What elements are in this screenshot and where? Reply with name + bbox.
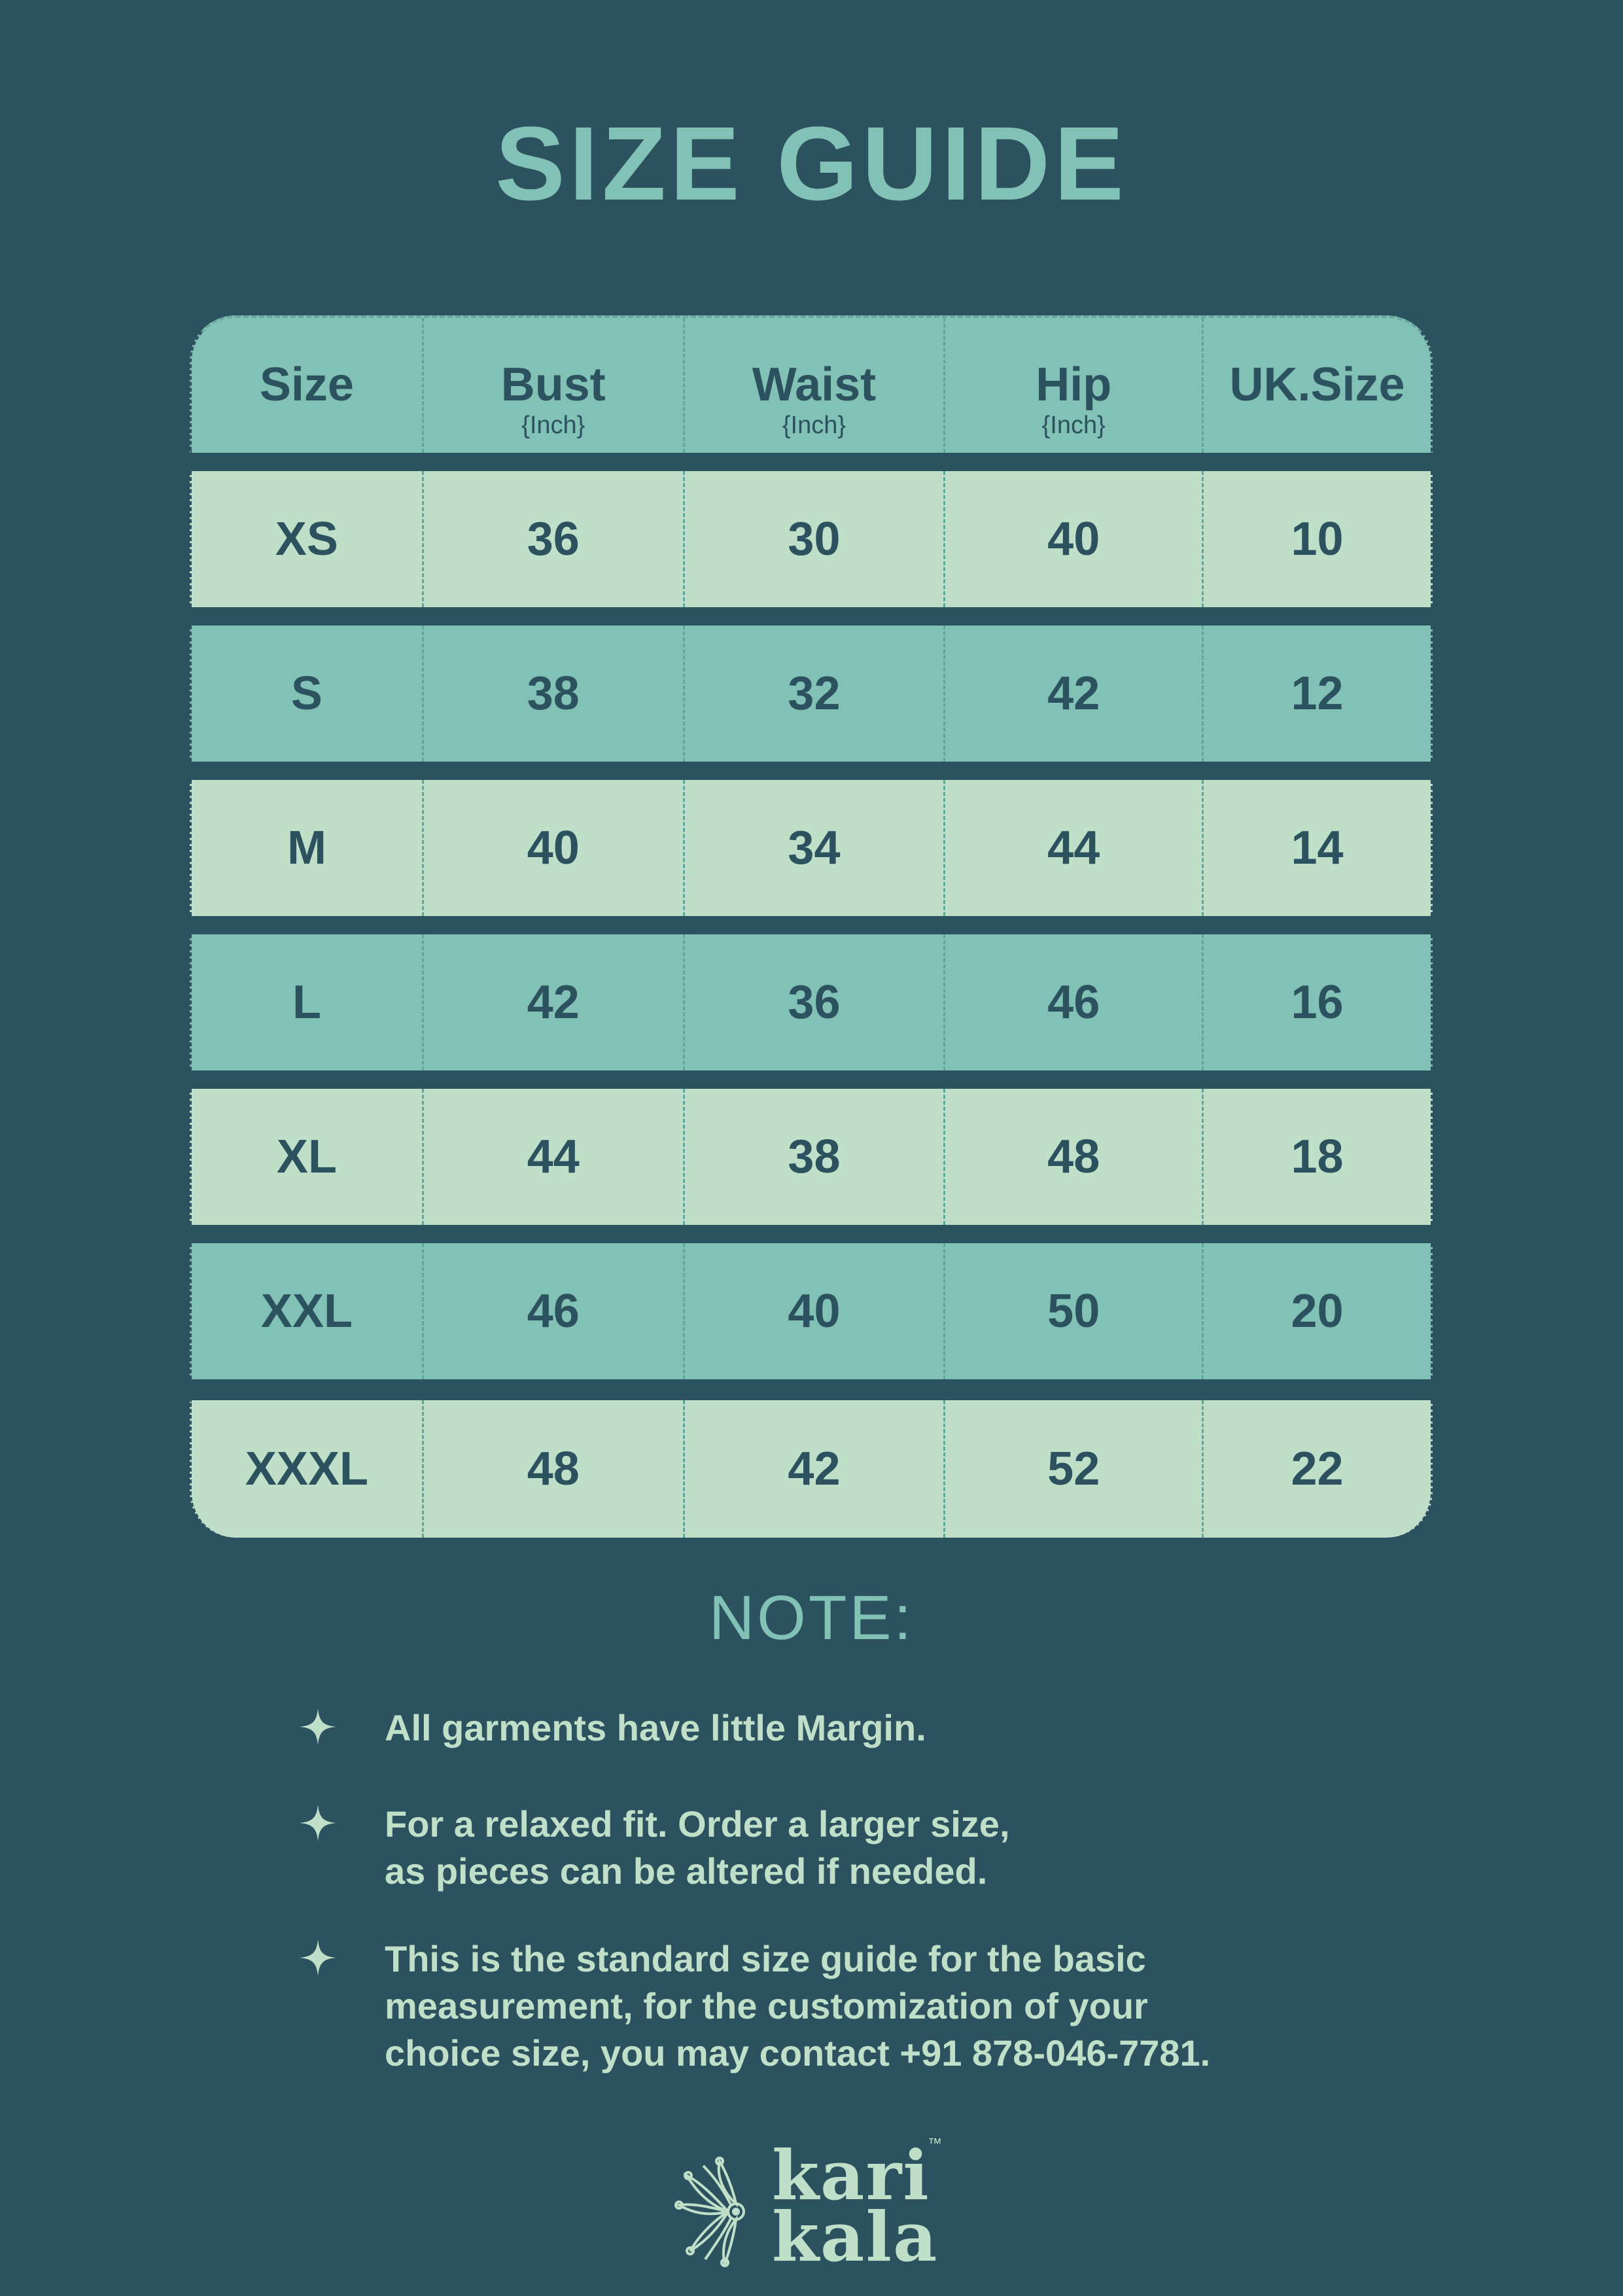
bust-cell: 38	[424, 626, 685, 762]
waist-cell: 42	[685, 1400, 946, 1538]
bust-cell: 36	[424, 471, 685, 607]
header-cell-hip	[945, 318, 1204, 453]
size-cell: XS	[192, 471, 424, 607]
note-text: This is the standard size guide for the basic measurement, for the customization of your choice size, you may contact +91 878-046-7781.	[385, 1938, 1211, 2074]
uk-size-cell: 20	[1291, 1285, 1344, 1337]
size-cell: XXL	[192, 1243, 424, 1379]
header-unit: {Inch}	[1041, 412, 1106, 439]
size-cell: S	[192, 626, 424, 762]
header-label: UK.Size	[1229, 359, 1405, 411]
table-row	[190, 626, 1433, 762]
table-row	[190, 1400, 1433, 1538]
table-row	[190, 471, 1433, 607]
table-row	[190, 934, 1433, 1070]
flower-icon	[674, 2156, 772, 2267]
header-cell-uk-size	[1204, 318, 1431, 453]
header-cell-bust	[424, 318, 685, 453]
waist-cell: 30	[685, 471, 946, 607]
table-row	[190, 780, 1433, 916]
size-cell: L	[192, 934, 424, 1070]
bust-cell: 48	[424, 1400, 685, 1538]
note-text: For a relaxed fit. Order a larger size, as pieces can be altered if needed.	[385, 1803, 1010, 1892]
waist-cell: 40	[685, 1243, 946, 1379]
uk-size-cell: 22	[1291, 1443, 1344, 1495]
waist-cell: 36	[685, 934, 946, 1070]
bust-cell: 44	[424, 1089, 685, 1225]
hip-cell: 44	[945, 780, 1204, 916]
logo-text-line1: kari	[772, 2135, 930, 2216]
uk-size-cell: 16	[1291, 976, 1344, 1029]
trademark-symbol: ™	[928, 2135, 942, 2151]
table-row	[190, 1089, 1433, 1225]
waist-cell: 32	[685, 626, 946, 762]
bust-cell: 40	[424, 780, 685, 916]
hip-cell: 52	[945, 1400, 1204, 1538]
hip-cell: 46	[945, 934, 1204, 1070]
note-text: All garments have little Margin.	[385, 1707, 926, 1748]
page-title: SIZE GUIDE	[495, 105, 1128, 222]
hip-cell: 42	[945, 626, 1204, 762]
uk-size-cell: 10	[1291, 513, 1344, 565]
size-cell: XXXL	[192, 1400, 424, 1538]
note-title: NOTE:	[708, 1583, 915, 1653]
header-unit: {Inch}	[782, 412, 846, 439]
hip-cell: 48	[945, 1089, 1204, 1225]
size-table	[190, 315, 1433, 1539]
table-header-row	[190, 315, 1433, 453]
header-label: Bust	[500, 359, 606, 411]
size-cell: M	[192, 780, 424, 916]
bust-cell: 46	[424, 1243, 685, 1379]
logo-text-line2: kala	[772, 2197, 939, 2277]
size-cell: XL	[192, 1089, 424, 1225]
bust-cell: 42	[424, 934, 685, 1070]
header-label: Hip	[1036, 359, 1112, 411]
header-label: Size	[259, 359, 354, 411]
sparkle-icon	[298, 1938, 338, 1977]
waist-cell: 34	[685, 780, 946, 916]
hip-cell: 40	[945, 471, 1204, 607]
sparkle-icon	[298, 1707, 338, 1746]
brand-logo	[674, 2130, 949, 2277]
header-cell-size	[192, 318, 424, 453]
hip-cell: 50	[945, 1243, 1204, 1379]
waist-cell: 38	[685, 1089, 946, 1225]
uk-size-cell: 12	[1291, 667, 1344, 720]
header-cell-waist	[685, 318, 946, 453]
sparkle-icon	[298, 1803, 338, 1843]
uk-size-cell: 14	[1291, 822, 1344, 874]
table-row	[190, 1243, 1433, 1379]
header-label: Waist	[752, 359, 877, 411]
header-unit: {Inch}	[521, 412, 585, 439]
uk-size-cell: 18	[1291, 1131, 1344, 1183]
